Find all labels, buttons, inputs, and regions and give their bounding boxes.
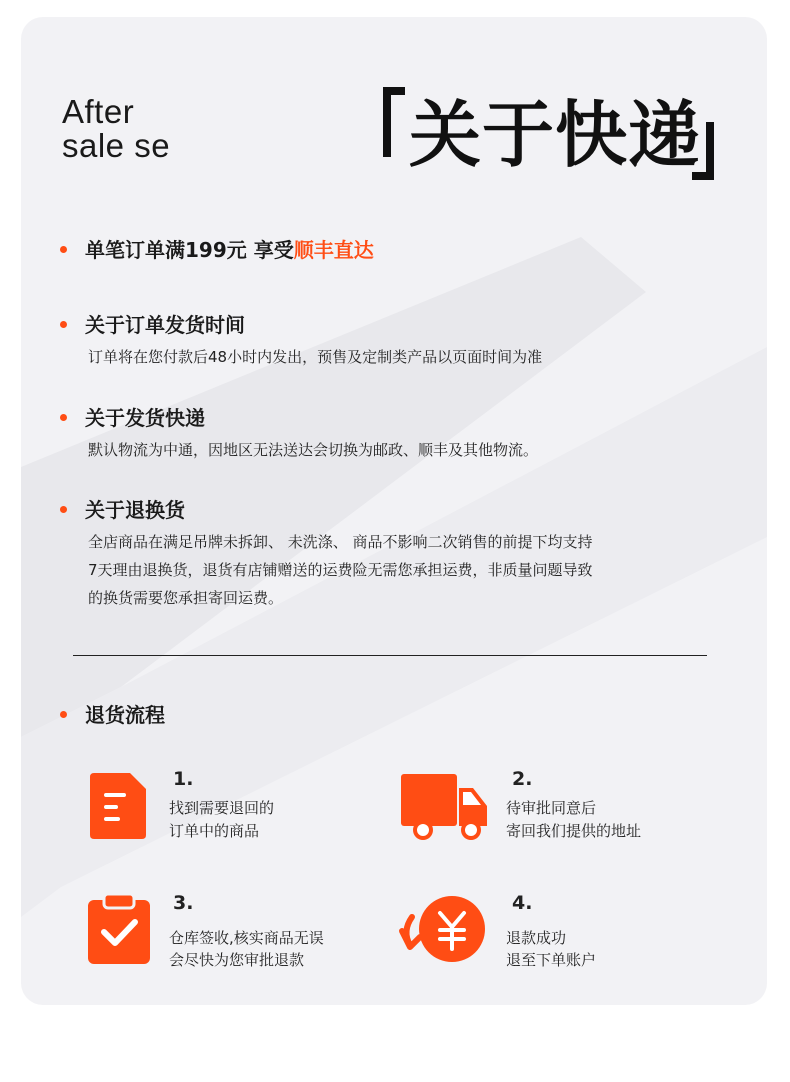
english-heading	[62, 95, 170, 163]
after-sale-card	[21, 17, 767, 1005]
english-heading-line1: After	[62, 93, 135, 130]
step-2-line2: 寄回我们提供的地址	[506, 822, 642, 840]
step-2-number: 2.	[512, 768, 533, 790]
bullet-dot	[60, 711, 67, 718]
courier-text: 默认物流为中通，因地区无法送达会切换为邮政、顺丰及其他物流。	[88, 441, 539, 459]
step-1-line2: 订单中的商品	[169, 822, 260, 840]
step-3-line1: 仓库签收,核实商品无误	[169, 929, 324, 947]
bullet-dot	[60, 246, 67, 253]
page-title: 关于快递	[409, 93, 702, 177]
yen-refund-icon	[396, 895, 486, 965]
corner-bracket-right	[692, 122, 714, 180]
courier-title: 关于发货快递	[85, 406, 205, 430]
step-4-number: 4.	[512, 892, 533, 914]
clipboard-check-icon	[88, 894, 150, 964]
step-1-line1: 找到需要退回的	[169, 799, 275, 817]
english-heading-line2: sale se	[62, 127, 171, 164]
truck-icon	[401, 774, 487, 840]
document-icon	[90, 773, 146, 839]
step-4-line2: 退至下单账户	[506, 951, 597, 969]
step-3-number: 3.	[173, 892, 194, 914]
shipping-promo-text: 单笔订单满199元 享受	[85, 238, 294, 262]
step-3-line2: 会尽快为您审批退款	[169, 951, 305, 969]
returns-title: 关于退换货	[85, 498, 185, 522]
bullet-dot	[60, 506, 67, 513]
section-divider	[73, 655, 707, 656]
dispatch-time-text: 订单将在您付款后48小时内发出，预售及定制类产品以页面时间为准	[88, 348, 543, 366]
step-4-line1: 退款成功	[506, 929, 567, 947]
shipping-promo-highlight: 顺丰直达	[293, 238, 374, 262]
returns-text-line3: 的换货需要您承担寄回运费。	[88, 589, 284, 607]
dispatch-time-title: 关于订单发货时间	[85, 313, 245, 337]
return-process-title: 退货流程	[85, 703, 165, 727]
step-1-number: 1.	[173, 768, 194, 790]
shipping-promo-title	[85, 237, 374, 263]
returns-text-line2: 7天理由退换货，退货有店铺赠送的运费险无需您承担运费，非质量问题导致	[88, 561, 593, 579]
step-2-line1: 待审批同意后	[506, 799, 597, 817]
bullet-dot	[60, 414, 67, 421]
corner-bracket-left	[383, 87, 405, 157]
bullet-dot	[60, 321, 67, 328]
returns-text-line1: 全店商品在满足吊牌未拆卸、 未洗涤、 商品不影响二次销售的前提下均支持	[88, 533, 593, 551]
